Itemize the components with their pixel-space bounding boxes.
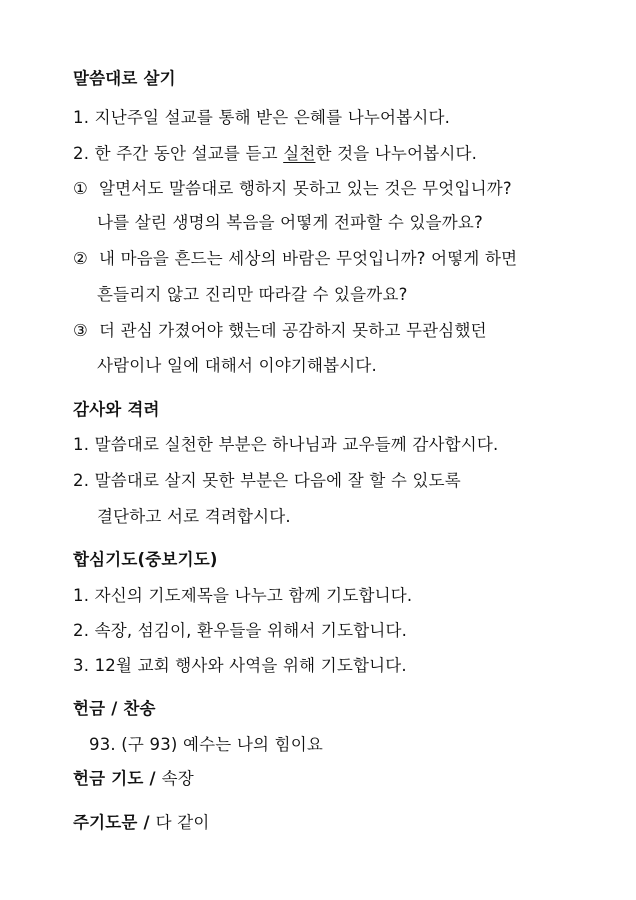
living-sub-2-line-2: 흔들리지 않고 진리만 따라갈 수 있을까요? [97,285,408,304]
section-heading-living: 말씀대로 살기 [73,69,176,88]
prayer-item-1: 1. 자신의 기도제목을 나누고 함께 기도합니다. [73,586,413,605]
offering-hymn: 93. (구 93) 예수는 나의 힘이요 [89,735,323,754]
living-sub-3-line-1 [73,320,487,342]
lords-prayer-label: 주기도문 / [73,813,156,832]
living-sub-1-line-1 [73,178,512,200]
offering-prayer-value: 속장 [161,769,194,788]
thanks-item-2-line-1: 2. 말씀대로 살지 못한 부분은 다음에 잘 할 수 있도록 [73,471,461,490]
section-heading-thanks: 감사와 격려 [73,400,160,419]
thanks-item-2-line-2: 결단하고 서로 격려합시다. [97,507,291,526]
living-question-2-after: 한 것을 나누어봅시다. [315,144,478,163]
circled-number-3: ③ [73,321,88,340]
circled-number-2: ② [73,249,88,268]
living-sub-1-text-1: 알면서도 말씀대로 행하지 못하고 있는 것은 무엇입니까? [99,179,512,198]
lords-prayer-value: 다 같이 [155,813,210,832]
prayer-item-2: 2. 속장, 섬김이, 환우들을 위해서 기도합니다. [73,621,408,640]
lords-prayer-line [73,812,210,834]
living-sub-2-line-1 [73,248,517,270]
living-question-1: 1. 지난주일 설교를 통해 받은 은혜를 나누어봅시다. [73,108,451,127]
thanks-item-1: 1. 말씀대로 실천한 부분은 하나님과 교우들께 감사합시다. [73,435,499,454]
living-question-2-before: 2. 한 주간 동안 설교를 듣고 [73,144,284,163]
section-heading-prayer: 합심기도(중보기도) [73,550,218,569]
living-sub-3-text-1: 더 관심 가졌어야 했는데 공감하지 못하고 무관심했던 [99,321,487,340]
section-heading-offering: 헌금 / 찬송 [73,699,156,718]
living-sub-3-line-2: 사람이나 일에 대해서 이야기해봅시다. [97,356,378,375]
living-sub-1-line-2: 나를 살린 생명의 복음을 어떻게 전파할 수 있을까요? [97,213,483,232]
living-question-2-underlined: 실천 [283,144,316,163]
living-question-2 [73,143,477,165]
prayer-item-3: 3. 12월 교회 행사와 사역을 위해 기도합니다. [73,656,407,675]
offering-prayer-line [73,768,194,790]
offering-prayer-label: 헌금 기도 / [73,769,162,788]
living-sub-2-text-1: 내 마음을 흔드는 세상의 바람은 무엇입니까? 어떻게 하면 [99,249,518,268]
circled-number-1: ① [73,179,88,198]
